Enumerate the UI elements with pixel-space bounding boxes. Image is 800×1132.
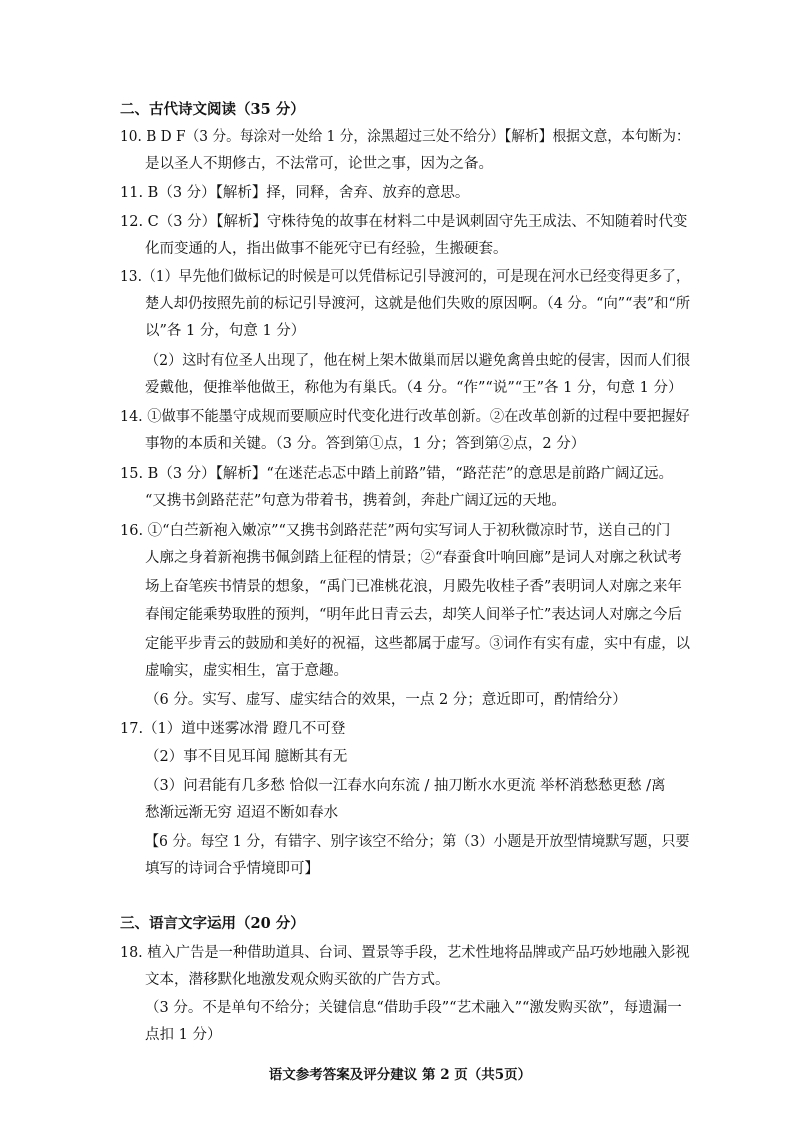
q13-line-3: 以”各 1 分，句意 1 分） <box>145 323 306 339</box>
q17-line-1: 17.（1）道中迷雾冰滑 蹬几不可登 <box>120 721 346 737</box>
q13-line-2: 楚人却仍按照先前的标记引导渡河，这就是他们失败的原因啊。（4 分。“向”“表”和“所 <box>145 296 691 312</box>
q10-line-2: 是以圣人不期修古，不法常可，论世之事，因为之备。 <box>145 156 493 172</box>
q17-line-2: （2）事不目见耳闻 臆断其有无 <box>145 749 348 765</box>
section-heading-language-use: 三、语言文字运用（20 分） <box>120 915 305 932</box>
q13-line-5: 爱戴他，便推举他做王，称他为有巢氏。（4 分。“作”“说”“王”各 1 分，句意 1 分） <box>145 380 683 396</box>
q16-line-7: （6 分。实写、虚写、虚实结合的效果，一点 2 分；意近即可，酌情给分） <box>145 692 627 708</box>
q15-line-1: 15. B（3 分）【解析】“在迷茫忐忑中踏上前路”错，“路茫茫”的意思是前路广阔辽远。 <box>120 466 674 482</box>
q16-line-5: 定能平步青云的鼓励和美好的祝福，这些都属于虚写。③词作有实有虚，实中有虚，以 <box>145 636 690 652</box>
q17-line-4: 愁渐远渐无穷 迢迢不断如春水 <box>145 805 339 821</box>
q11-line-1: 11. B（3 分）【解析】择，同释，舍弃、放弃的意思。 <box>120 185 470 201</box>
q16-line-4: 春闱定能乘势取胜的预判，“明年此日青云去，却笑人间举子忙”表达词人对廓之今后 <box>145 607 682 623</box>
q18-line-2: 文本，潜移默化地激发观众购买欲的广告方式。 <box>145 972 450 988</box>
q12-line-1: 12. C（3 分）【解析】守株待兔的故事在材料二中是讽刺固守先王成法、不知随着时代变 <box>120 214 688 230</box>
q16-line-6: 虚喻实，虚实相生，富于意趣。 <box>145 663 348 679</box>
q16-line-2: 人廓之身着新袍携书佩剑踏上征程的情景；②“春蚕食叶响回廊”是词人对廓之秋试考 <box>145 550 682 566</box>
q16-line-1: 16. ①“白苎新袍入嫩凉”“又携书剑路茫茫”两句实写词人于初秋微凉时节，送自己的门 <box>120 523 671 539</box>
q17-line-6: 填写的诗词合乎情境即可】 <box>145 861 319 877</box>
q17-line-3: （3）问君能有几多愁 恰似一江春水向东流 / 抽刀断水水更流 举杯消愁愁更愁 /离 <box>145 778 666 794</box>
q12-line-2: 化而变通的人，指出做事不能死守已有经验，生搬硬套。 <box>145 241 508 257</box>
q13-line-4: （2）这时有位圣人出现了，他在树上架木做巢而居以避免禽兽虫蛇的侵害，因而人们很 <box>145 353 691 369</box>
section-heading-ancient-poetry: 二、古代诗文阅读（35 分） <box>120 101 305 118</box>
q17-line-5: 【6 分。每空 1 分，有错字、别字该空不给分；第（3）小题是开放型情境默写题，只要 <box>145 834 690 850</box>
q16-line-3: 场上奋笔疾书情景的想象，“禹门已准桃花浪，月殿先收桂子香”表明词人对廓之来年 <box>145 579 682 595</box>
q18-line-4: 点扣 1 分） <box>145 1027 222 1043</box>
q13-line-1: 13.（1）早先他们做标记的时候是可以凭借标记引导渡河的，可是现在河水已经变得更多了， <box>120 269 690 285</box>
q15-line-2: “又携书剑路茫茫”句意为带着书，携着剑，奔赴广阔辽远的天地。 <box>145 493 566 509</box>
q14-line-2: 事物的本质和关键。（3 分。答到第①点，1 分；答到第②点，2 分） <box>145 436 586 452</box>
q10-line-1: 10. B D F（3 分。每涂对一处给 1 分，涂黑超过三处不给分）【解析】根据文意，本句断为： <box>120 129 690 145</box>
q14-line-1: 14. ①做事不能墨守成规而要顺应时代变化进行改革创新。②在改革创新的过程中要把握好 <box>120 409 690 425</box>
page-footer: 语文参考答案及评分建议 第 2 页（共5页） <box>268 1067 532 1083</box>
q18-line-1: 18. 植入广告是一种借助道具、台词、置景等手段，艺术性地将品牌或产品巧妙地融入影视 <box>120 945 690 961</box>
q18-line-3: （3 分。不是单句不给分；关键信息“借助手段”“艺术融入”“激发购买欲”，每遗漏一 <box>145 1000 682 1016</box>
